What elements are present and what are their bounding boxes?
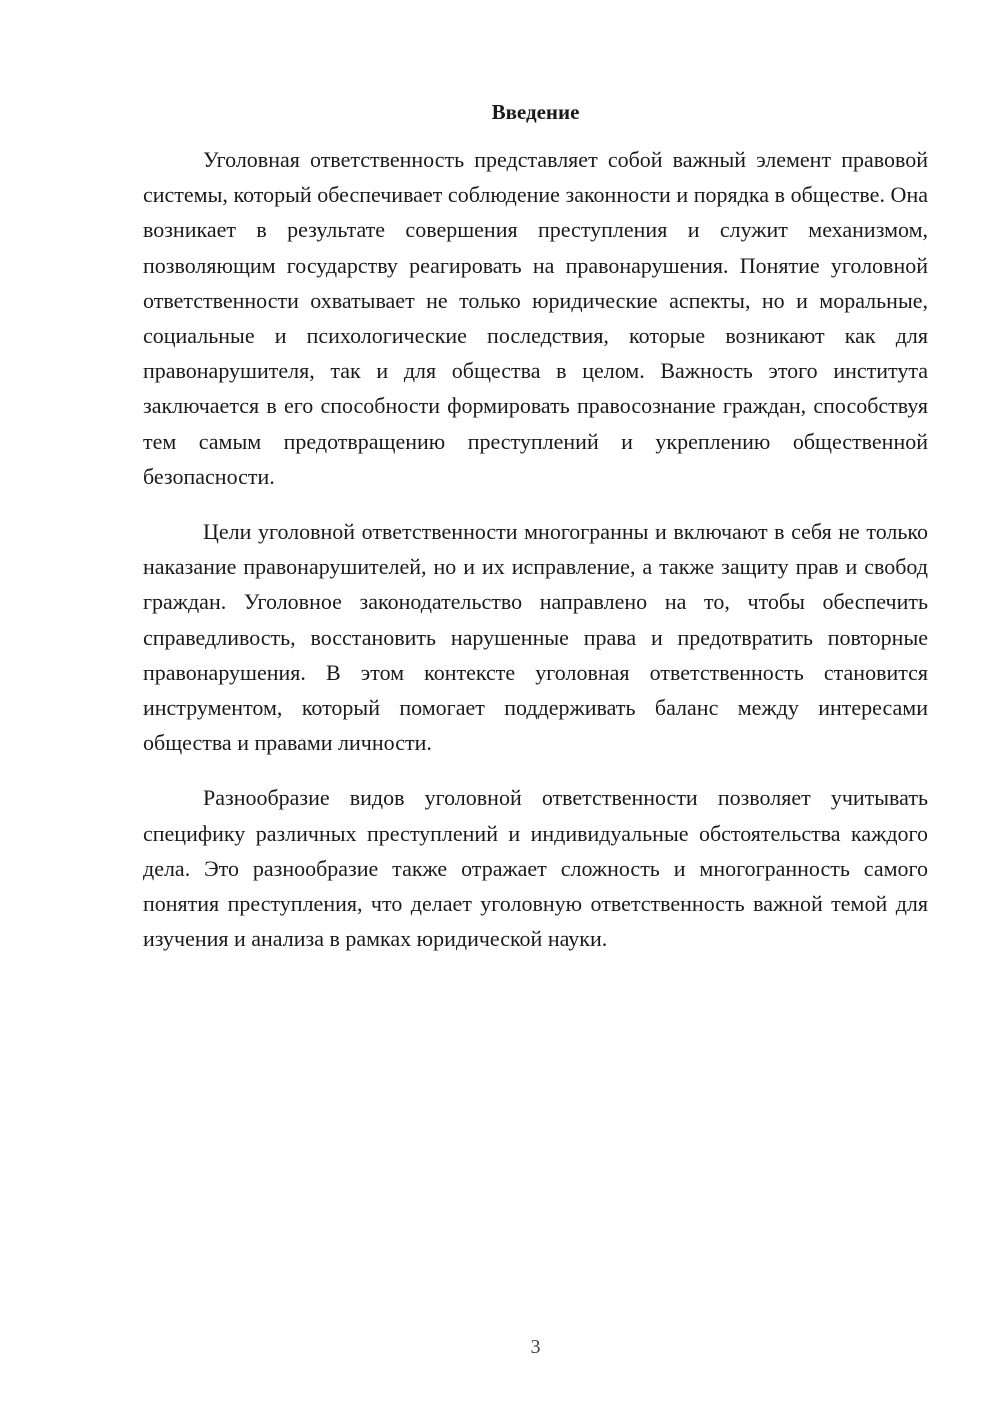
body-text: [143, 142, 928, 956]
paragraph-1: Уголовная ответственность представляет собой важный элемент правовой системы, который обеспечивает соблюдение законности и порядка в обществе. Она возникает в результате совершения преступления и служит механизмом, позволяющим государству реагировать на правонарушения. Понятие уголовной ответственности охватывает не только юридические аспекты, но и моральные, социальные и психологические последствия, которые возникают как для правонарушителя, так и для общества в целом. Важность этого института заключается в его способности формировать правосознание граждан, способствуя тем самым предотвращению преступлений и укреплению общественной безопасности.: [143, 147, 928, 489]
page-number: 3: [530, 1336, 541, 1358]
paragraph-3: Разнообразие видов уголовной ответственности позволяет учитывать специфику различных преступлений и индивидуальные обстоятельства каждого дела. Это разнообразие также отражает сложность и многогранность самого понятия преступления, что делает уголовную ответственность важной темой для изучения и анализа в рамках юридической науки.: [143, 785, 928, 952]
section-heading: Введение: [491, 100, 580, 124]
paragraph-2: Цели уголовной ответственности многогранны и включают в себя не только наказание правонарушителей, но и их исправление, а также защиту прав и свобод граждан. Уголовное законодательство направлено на то, чтобы обеспечить справедливость, восстановить нарушенные права и предотвратить повторные правонарушения. В этом контексте уголовная ответственность становится инструментом, который помогает поддерживать баланс между интересами общества и правами личности.: [143, 519, 928, 756]
